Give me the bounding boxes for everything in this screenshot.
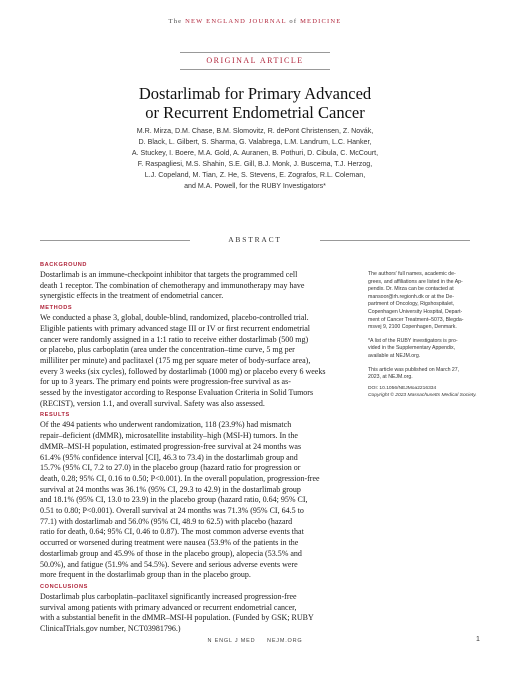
text-line: 0.51 to 0.80; P<0.001). Overall survival at 24 months was 71.3% (95% CI, 64.5 to (40, 506, 304, 516)
author-line: and M.A. Powell, for the RUBY Investigators* (184, 182, 326, 190)
text-line: ClinicalTrials.gov number, NCT03981796.) (40, 624, 181, 634)
text-line: cancer were randomly assigned in a 1:1 ratio to receive either dostarlimab (500 mg) (40, 334, 309, 344)
text-line: 15.7% (95% CI, 7.2 to 27.0) in the placebo group (hazard ratio for progression or (40, 463, 301, 473)
note-line: pendix. Dr. Mirza can be contacted at (368, 286, 454, 293)
background-text (40, 270, 356, 302)
methods-label: METHODS (40, 305, 73, 312)
methods-text (40, 313, 356, 409)
note-line: The authors' full names, academic de- (368, 271, 456, 277)
author-list (40, 126, 470, 192)
note-line: ment of Cancer Treatment–5073, Blegda- (368, 316, 464, 323)
doi-link[interactable]: DOI: 10.1056/NEJMoa2216334 (368, 385, 437, 391)
tag-rule-top (180, 52, 330, 53)
investigators-note (368, 338, 478, 361)
sidebar-notes (368, 271, 478, 400)
text-line: ratio for death, 0.64; 95% CI, 0.46 to 0.87). The most common adverse events that (40, 527, 304, 537)
conclusions-label: CONCLUSIONS (40, 583, 88, 590)
text-line: 61.4% (95% confidence interval [CI], 46.3 to 73.4) in the dostarlimab group and (40, 452, 298, 462)
journal-medicine: MEDICINE (300, 18, 342, 25)
title-line: Dostarlimab for Primary Advanced (138, 84, 372, 103)
note-line: *A list of the RUBY investigators is pro- (368, 337, 458, 344)
results-text (40, 420, 356, 581)
text-line: We conducted a phase 3, global, double-blind, randomized, placebo-controlled trial. (40, 313, 309, 323)
note-line: Copenhagen University Hospital, Depart- (368, 308, 463, 315)
note-line: partment of Oncology, Rigshospitalet, (368, 301, 455, 308)
journal-name: NEW ENGLAND JOURNAL (185, 18, 287, 25)
background-label: BACKGROUND (40, 262, 88, 268)
text-line: with a substantial benefit in the dMMR–MSI-H population. (Funded by GSK; RUBY (40, 613, 314, 623)
note-line: msvej 9, 2100 Copenhagen, Denmark. (368, 324, 457, 331)
author-line: A. Stuckey, I. Boere, M.A. Gold, A. Auranen, B. Pothuri, D. Cibula, C. McCourt, (131, 149, 379, 157)
email-link[interactable]: mansoor@rh.regionh.dk or at the De- (368, 293, 455, 300)
text-line: more frequent in the dostarlimab group than in the placebo group. (40, 570, 251, 580)
text-line: death, 0.28; 95% CI, 0.16 to 0.50; P<0.001). In the overall population, progression-free (40, 473, 320, 483)
author-info-note (368, 271, 478, 332)
text-line: for up to 3 years. The primary end points were progression-free survival as as- (40, 377, 291, 387)
text-line: (RECIST), version 1.1, and overall survival. Safety was also assessed. (40, 398, 265, 408)
journal-of: of (286, 18, 301, 25)
text-line: 50.0%), and fatigue (51.9% and 54.5%). Severe and serious adverse events were (40, 559, 298, 569)
article-type: ORIGINAL ARTICLE (206, 56, 304, 65)
author-line: D. Black, L. Gilbert, S. Sharma, G. Valabrega, L.M. Landrum, L.C. Hanker, (138, 138, 372, 146)
text-line: every 3 weeks (six cycles), followed by dostarlimab (1000 mg) or placebo every 6 weeks (40, 366, 326, 376)
text-line: dMMR–MSI-H population, estimated progression-free survival at 24 months was (40, 441, 302, 451)
note-line: grees, and affiliations are listed in the Ap- (368, 278, 463, 285)
abstract-body (40, 259, 356, 638)
copyright-note: Copyright © 2023 Massachusetts Medical Society. (368, 393, 477, 399)
journal-header (0, 18, 510, 25)
journal-prefix: The (168, 18, 186, 25)
tag-rule-bottom (180, 69, 330, 70)
note-line: This article was published on March 27, (368, 366, 460, 373)
title-line: or Recurrent Endometrial Cancer (145, 103, 365, 122)
author-line: F. Raspagliesi, M.S. Shahin, S.E. Gill, B.J. Monk, J. Buscema, T.J. Herzog, (137, 160, 373, 168)
author-line: L.J. Copeland, M. Tian, Z. He, S. Stevens, E. Zografos, R.L. Coleman, (144, 171, 366, 179)
text-line: Of the 494 patients who underwent randomization, 118 (23.9%) had mismatch (40, 420, 292, 430)
text-line: 77.1) with dostarlimab and 56.0% (95% CI, 48.9 to 62.5) with placebo (hazard (40, 516, 293, 526)
article-title (0, 84, 510, 122)
publication-note (368, 367, 478, 382)
results-label: RESULTS (40, 412, 70, 419)
text-line: sessed by the investigator according to Response Evaluation Criteria in Solid Tumors (40, 388, 314, 398)
text-line: or placebo, plus carboplatin (area under the concentration–time curve, 5 mg per (40, 345, 295, 355)
text-line: occurred or worsened during treatment were nausea (53.9% of the patients in the (40, 538, 299, 548)
text-line: death 1 receptor. The combination of chemotherapy and immunotherapy may have (40, 280, 305, 290)
text-line: Dostarlimab plus carboplatin–paclitaxel significantly increased progression-free (40, 591, 297, 601)
text-line: and 18.1% (95% CI, 13.0 to 23.9) in the placebo group (hazard ratio, 0.64; 95% CI, (40, 495, 308, 505)
page-number: 1 (476, 636, 480, 643)
conclusions-text (40, 592, 356, 635)
note-line: available at NEJM.org. (368, 352, 421, 359)
abstract-rule-right (320, 240, 470, 241)
text-line: repair–deficient (dMMR), microsatellite instability–high (MSI-H) tumors. In the (40, 431, 298, 441)
text-line: survival among patients with primary advanced or recurrent endometrial cancer, (40, 602, 297, 612)
author-line: M.R. Mirza, D.M. Chase, B.M. Slomovitz, R. dePont Christensen, Z. Novák, (136, 127, 374, 135)
text-line: milliliter per minute) and paclitaxel (175 mg per square meter of body-surface area), (40, 355, 311, 365)
text-line: Dostarlimab is an immune-checkpoint inhibitor that targets the programmed cell (40, 270, 298, 279)
text-line: survival at 24 months was 36.1% (95% CI, 29.3 to 42.9) in the dostarlimab group (40, 484, 301, 494)
page-footer: N ENGL J MED NEJM.ORG (207, 638, 303, 644)
text-line: Eligible patients with primary advanced stage III or IV or first recurrent endometrial (40, 323, 310, 333)
text-line: synergistic effects in the treatment of endometrial cancer. (40, 291, 224, 301)
note-line: 2023, at NEJM.org. (368, 374, 413, 381)
abstract-heading: ABSTRACT (228, 235, 282, 244)
note-line: vided in the Supplementary Appendix, (368, 345, 456, 352)
text-line: dostarlimab group and 45.9% of those in the placebo group), alopecia (53.5% and (40, 548, 302, 558)
